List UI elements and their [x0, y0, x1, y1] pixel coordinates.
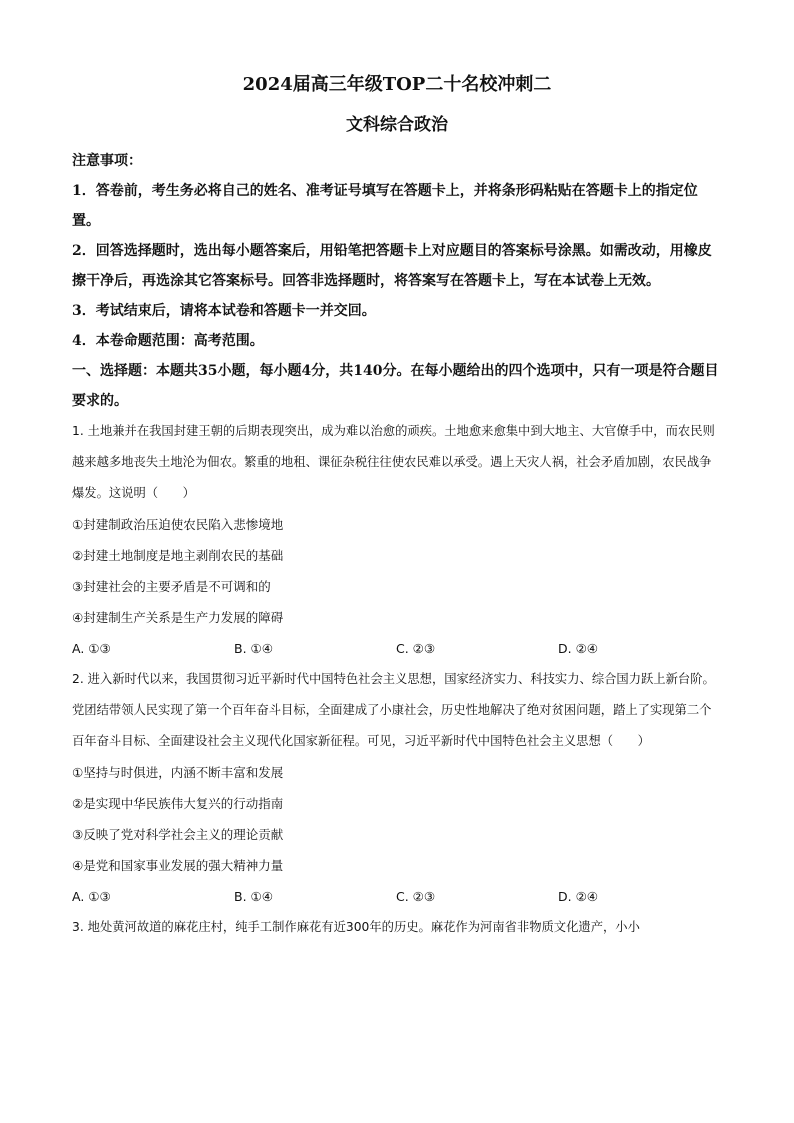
- exam-page: [72, 64, 722, 943]
- question-option: ③封建社会的主要矛盾是不可调和的: [72, 579, 271, 594]
- question-option: ③反映了党对科学社会主义的理论贡献: [72, 827, 284, 842]
- section-heading: 一、选择题：本题共35小题，每小题4分，共140分。在每小题给出的四个选项中，只有一项是符合题目要求的。: [72, 363, 719, 409]
- question-stem: 3. 地处黄河故道的麻花庄村，纯手工制作麻花有近300年的历史。麻花作为河南省非物质文化遗产，小小: [72, 920, 640, 934]
- choice-c: C. ②③: [396, 889, 436, 904]
- notice-item: 3．考试结束后，请将本试卷和答题卡一并交回。: [72, 303, 376, 319]
- question-3: [72, 912, 722, 943]
- question-option: ④是党和国家事业发展的强大精神力量: [72, 858, 284, 873]
- notice-item: 4．本卷命题范围：高考范围。: [72, 333, 264, 349]
- question-stem: 2. 进入新时代以来，我国贯彻习近平新时代中国特色社会主义思想，国家经济实力、科技实力、综合国力跃上新台阶。党团结带领人民实现了第一个百年奋斗目标，全面建成了小康社会，历史性地解决了绝对贫困问题，踏上了实现第二个百年奋斗目标、全面建设社会主义现代化国家新征程。可见，习近平新时代中国特色社会主义思想（ ）: [72, 672, 715, 748]
- question-1: [72, 416, 722, 664]
- notice-item: 1．答卷前，考生务必将自己的姓名、准考证号填写在答题卡上，并将条形码粘贴在答题卡上的指定位置。: [72, 183, 698, 229]
- answer-choices: [72, 633, 722, 664]
- question-option: ①封建制政治压迫使农民陷入悲惨境地: [72, 517, 284, 532]
- exam-subtitle: 文科综合政治: [346, 115, 448, 135]
- choice-a: A. ①③: [72, 641, 111, 656]
- question-option: ②封建土地制度是地主剥削农民的基础: [72, 548, 284, 563]
- choice-d: D. ②④: [558, 889, 598, 904]
- choice-d: D. ②④: [558, 641, 598, 656]
- question-option: ④封建制生产关系是生产力发展的障碍: [72, 610, 284, 625]
- notice-section: [72, 146, 722, 356]
- question-option: ①坚持与时俱进，内涵不断丰富和发展: [72, 765, 284, 780]
- exam-title: 2024届高三年级TOP二十名校冲刺二: [242, 74, 552, 95]
- question-option: ②是实现中华民族伟大复兴的行动指南: [72, 796, 284, 811]
- question-2: [72, 664, 722, 912]
- question-stem: 1. 土地兼并在我国封建王朝的后期表现突出，成为难以治愈的顽疾。土地愈来愈集中到大地主、大官僚手中，而农民则越来越多地丧失土地沦为佃农。繁重的地租、课征杂税往往使农民难以承受。遇上天灾人祸，社会矛盾加剧，农民战争爆发。这说明（ ）: [72, 424, 715, 500]
- choice-b: B. ①④: [234, 641, 273, 656]
- choice-b: B. ①④: [234, 889, 273, 904]
- answer-choices: [72, 881, 722, 912]
- notice-item: 2．回答选择题时，选出每小题答案后，用铅笔把答题卡上对应题目的答案标号涂黑。如需改动，用橡皮擦干净后，再选涂其它答案标号。回答非选择题时，将答案写在答题卡上，写在本试卷上无效。: [72, 243, 712, 289]
- notice-heading: 注意事项：: [72, 153, 142, 169]
- choice-c: C. ②③: [396, 641, 436, 656]
- choice-a: A. ①③: [72, 889, 111, 904]
